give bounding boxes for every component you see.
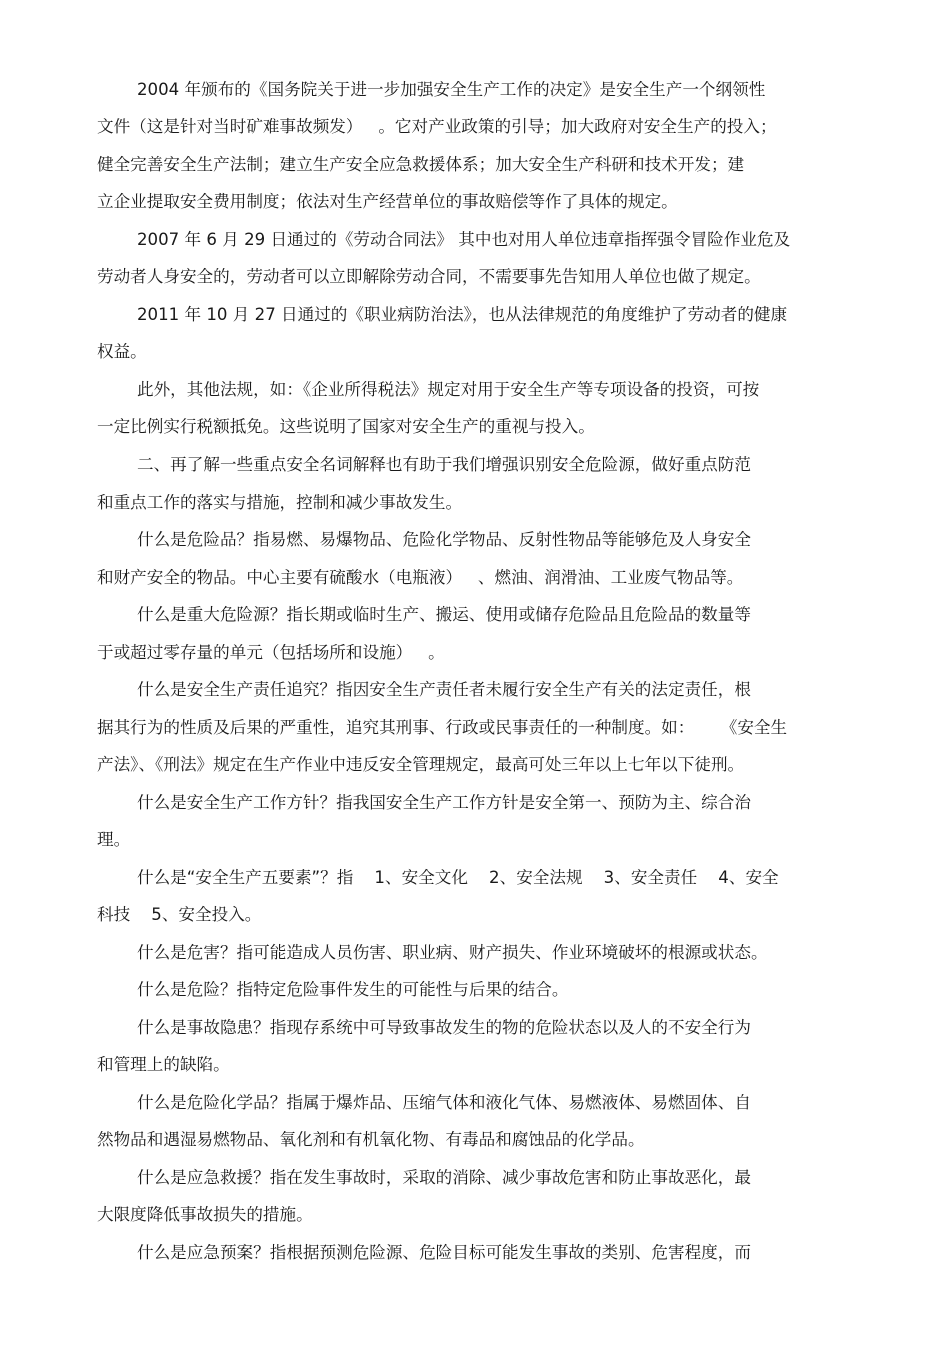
text-line: 什么是应急预案？指根据预测危险源、危险目标可能发生事故的类别、危害程度，而 bbox=[137, 1243, 751, 1262]
text-line: 什么是危害？指可能造成人员伤害、职业病、财产损失、作业环境破坏的根源或状态。 bbox=[137, 943, 768, 962]
text-line: 什么是危险化学品？指属于爆炸品、压缩气体和液化气体、易燃液体、易燃固体、自 bbox=[137, 1093, 751, 1112]
text-line: 理。 bbox=[97, 830, 131, 849]
text-line: 什么是危险品？指易燃、易爆物品、危险化学物品、反射性物品等能够危及人身安全 bbox=[137, 530, 751, 549]
text-line: 一定比例实行税额抵免。这些说明了国家对安全生产的重视与投入。 bbox=[97, 417, 595, 436]
text-line: 立企业提取安全费用制度；依法对生产经营单位的事故赔偿等作了具体的规定。 bbox=[97, 192, 678, 211]
text-line: 什么是“安全生产五要素”？指 1、安全文化 2、安全法规 3、安全责任 4、安全 bbox=[137, 868, 779, 887]
text-line: 大限度降低事故损失的措施。 bbox=[97, 1205, 313, 1224]
text-line: 二、再了解一些重点安全名词解释也有助于我们增强识别安全危险源，做好重点防范 bbox=[137, 455, 751, 474]
text-line: 什么是应急救援？指在发生事故时，采取的消除、减少事故危害和防止事故恶化，最 bbox=[137, 1168, 751, 1187]
text-line: 什么是事故隐患？指现存系统中可导致事故发生的物的危险状态以及人的不安全行为 bbox=[137, 1018, 751, 1037]
text-line: 2004 年颁布的《国务院关于进一步加强安全生产工作的决定》是安全生产一个纲领性 bbox=[137, 80, 766, 99]
text-line: 劳动者人身安全的，劳动者可以立即解除劳动合同，不需要事先告知用人单位也做了规定。 bbox=[97, 267, 761, 286]
text-line: 然物品和遇湿易燃物品、氧化剂和有机氧化物、有毒品和腐蚀品的化学品。 bbox=[97, 1130, 645, 1149]
text-line: 权益。 bbox=[97, 342, 147, 361]
text-line: 产法》、《刑法》规定在生产作业中违反安全管理规定，最高可处三年以上七年以下徒刑。 bbox=[97, 755, 745, 774]
text-line: 于或超过零存量的单元（包括场所和设施） 。 bbox=[97, 643, 445, 662]
text-line: 和管理上的缺陷。 bbox=[97, 1055, 230, 1074]
text-line: 什么是危险？指特定危险事件发生的可能性与后果的结合。 bbox=[137, 980, 569, 999]
text-line: 什么是安全生产责任追究？指因安全生产责任者未履行安全生产有关的法定责任，根 bbox=[137, 680, 751, 699]
text-line: 文件（这是针对当时矿难事故频发） 。它对产业政策的引导；加大政府对安全生产的投入； bbox=[97, 117, 777, 136]
text-line: 2007 年 6 月 29 日通过的《劳动合同法》 其中也对用人单位违章指挥强令冒险作业危及 bbox=[137, 230, 791, 249]
text-line: 和重点工作的落实与措施，控制和减少事故发生。 bbox=[97, 493, 463, 512]
text-line: 此外，其他法规，如：《企业所得税法》规定对用于安全生产等专项设备的投资，可按 bbox=[137, 380, 760, 399]
text-line: 什么是重大危险源？指长期或临时生产、搬运、使用或储存危险品且危险品的数量等 bbox=[137, 605, 751, 624]
text-line: 科技 5、安全投入。 bbox=[97, 905, 262, 924]
text-line: 据其行为的性质及后果的严重性，追究其刑事、行政或民事责任的一种制度。如： 《安全生 bbox=[97, 718, 788, 737]
text-line: 2011 年 10 月 27 日通过的《职业病防治法》，也从法律规范的角度维护了劳动者的健康 bbox=[137, 305, 788, 324]
text-line: 什么是安全生产工作方针？指我国安全生产工作方针是安全第一、预防为主、综合治 bbox=[137, 793, 751, 812]
text-line: 和财产安全的物品。中心主要有硫酸水（电瓶液） 、燃油、润滑油、工业废气物品等。 bbox=[97, 568, 744, 587]
text-line: 健全完善安全生产法制；建立生产安全应急救援体系；加大安全生产科研和技术开发；建 bbox=[97, 155, 745, 174]
